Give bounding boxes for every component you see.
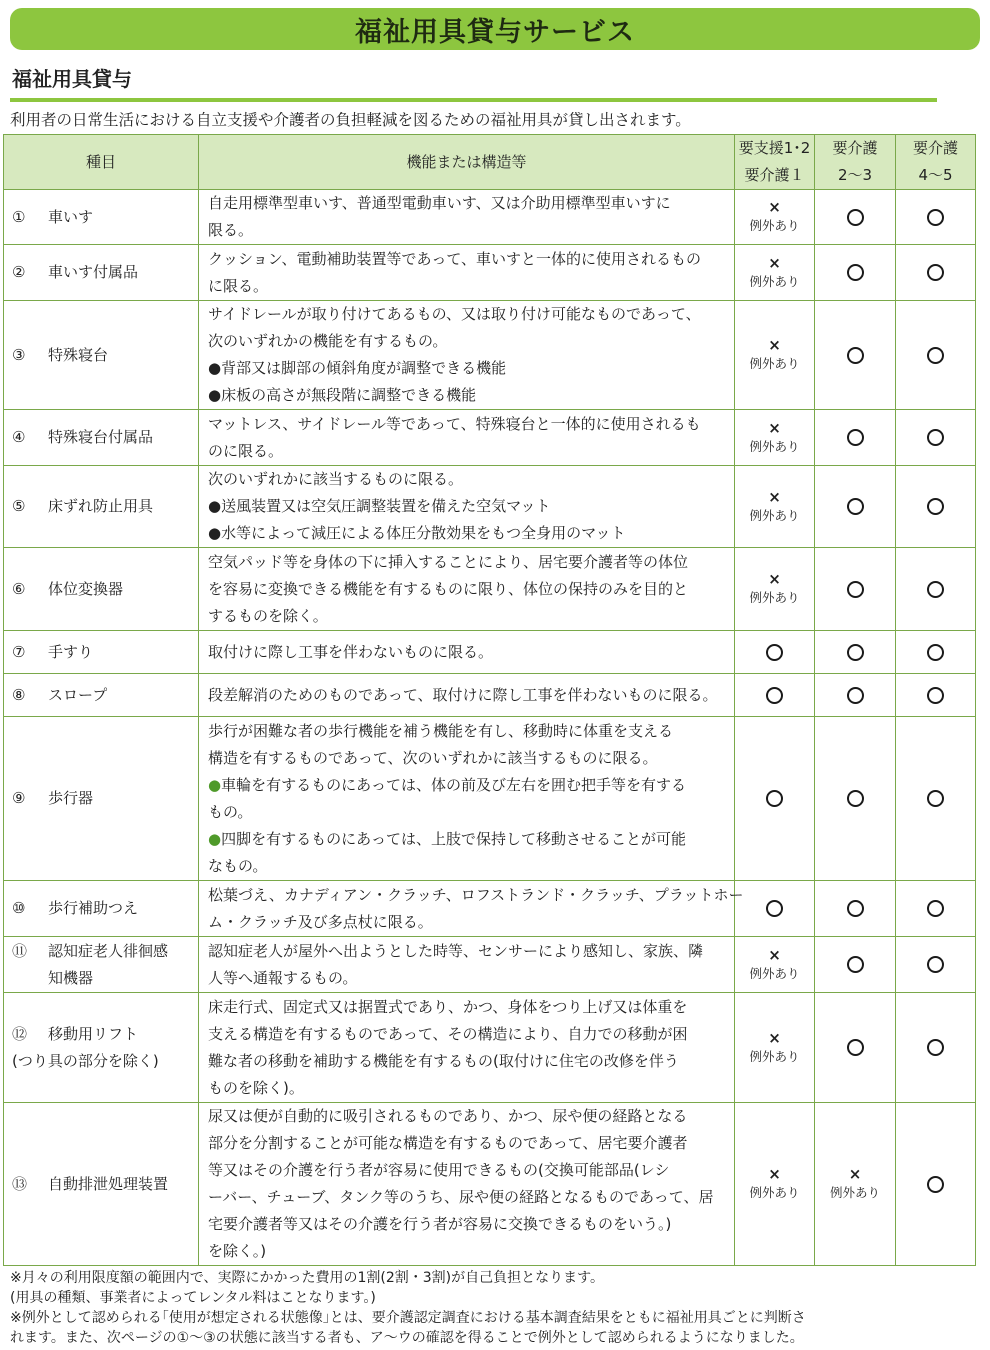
item-description-cell: [199, 301, 735, 410]
mark-cell-level-support: [735, 1103, 815, 1266]
description-line: ーバー、チューブ、タンク等のうち、尿や便の経路となるものであって、居: [208, 1188, 714, 1206]
available-circle-icon: [847, 956, 864, 973]
item-description-cell: [199, 410, 735, 466]
item-number: ⑧: [12, 685, 26, 704]
item-number: ⑬: [12, 1174, 28, 1193]
bullet-icon: ●: [208, 775, 222, 794]
not-available-cross-icon: ×: [768, 1028, 781, 1047]
available-circle-icon: [927, 347, 944, 364]
item-description-cell: [199, 717, 735, 881]
item-number: ①: [12, 207, 26, 226]
item-name-continued: (つり具の部分を除く): [12, 1051, 159, 1070]
mark-cell-level-care-2-3: [815, 190, 896, 245]
table-row: [4, 631, 976, 674]
item-name: 認知症老人徘徊感: [48, 941, 169, 960]
available-circle-icon: [927, 956, 944, 973]
table-row: [4, 410, 976, 466]
item-description-cell: [199, 993, 735, 1103]
not-available-cross-icon: ×: [768, 198, 781, 216]
mark-cell-level-care-4-5: [896, 674, 976, 717]
mark-cell-level-care-4-5: [896, 301, 976, 410]
mark-cell-level-support: [735, 410, 815, 466]
available-circle-icon: [847, 347, 864, 364]
item-description-cell: [199, 881, 744, 937]
table-row: [4, 881, 976, 937]
mark-cell-level-support: [735, 631, 815, 674]
description-line: 部分を分割することが可能な構造を有するものであって、居宅要介護者: [208, 1134, 688, 1152]
available-circle-icon: [847, 209, 864, 226]
mark-cell-level-care-4-5: [896, 1103, 976, 1266]
available-circle-icon: [927, 1039, 944, 1056]
mark-cell-level-care-2-3: [815, 631, 896, 674]
description-text: 四脚を有するものにあっては、上肢で保持して移動させることが可能: [221, 829, 686, 848]
table-row: [4, 993, 976, 1103]
header-function: 機能または構造等: [199, 135, 735, 190]
mark-cell-level-care-4-5: [896, 190, 976, 245]
mark-cell-level-support: [735, 937, 815, 993]
available-circle-icon: [927, 900, 944, 917]
header-level-support-line1: 要支援1･2: [738, 139, 811, 157]
mark-cell-level-care-2-3: [815, 993, 896, 1103]
available-circle-icon: [927, 209, 944, 226]
mark-cell-level-care-4-5: [896, 631, 976, 674]
item-name-cell: [4, 717, 199, 881]
description-line: 自走用標準型車いす、普通型電動車いす、又は介助用標準型車いすに: [208, 194, 671, 212]
header-level-care-4-5-line1: 要介護: [912, 139, 958, 157]
description-line: なもの。: [208, 856, 268, 875]
item-number: ⑥: [12, 579, 26, 598]
not-available-cross-icon: ×: [768, 253, 781, 272]
item-number: ⑦: [12, 642, 26, 661]
mark-cell-level-support: [735, 674, 815, 717]
item-name: 手すり: [48, 642, 94, 661]
item-description-cell: [199, 190, 735, 245]
mark-cell-level-care-2-3: [815, 245, 896, 301]
available-circle-icon: [847, 264, 864, 281]
description-line: のに限る。: [208, 441, 284, 460]
exception-label: 例外あり: [749, 438, 800, 454]
description-line: 宅要介護者等又はその介護を行う者が容易に交換できるものをいう。): [208, 1215, 672, 1233]
table-body: [4, 190, 976, 1266]
footnote-line: れます。また、次ページの①〜③の状態に該当する者も、ア〜ウの確認を得ることで例外として認められるようになりました。: [10, 1330, 804, 1346]
available-circle-icon: [847, 644, 864, 661]
bullet-icon: ●: [208, 829, 222, 848]
not-available-cross-icon: ×: [768, 418, 781, 437]
header-level-care-4-5: [896, 135, 976, 190]
available-circle-icon: [927, 264, 944, 281]
available-circle-icon: [766, 644, 783, 661]
not-available-cross-icon: ×: [848, 1165, 862, 1183]
item-name: 特殊寝台: [48, 345, 109, 364]
item-name-cell: [4, 674, 199, 717]
description-line: サイドレールが取り付けてあるもの、又は取り付け可能なものであって、: [208, 305, 701, 323]
item-name: 体位変換器: [48, 579, 124, 598]
table-row: [4, 466, 976, 548]
description-line: 認知症老人が屋外へ出ようとした時等、センサーにより感知し、家族、隣: [208, 941, 704, 960]
description-line: [208, 826, 728, 853]
description-line: ●送風装置又は空気圧調整装置を備えた空気マット: [208, 497, 551, 515]
item-description-cell: [199, 548, 735, 631]
item-description-cell: [199, 631, 735, 674]
description-line: もの。: [208, 802, 253, 821]
item-name: スロープ: [48, 685, 108, 704]
table-row: [4, 1103, 976, 1266]
item-name-cell: [4, 466, 199, 548]
description-line: [208, 772, 728, 799]
description-line: 人等へ通報するもの。: [208, 968, 358, 987]
item-name-cell: [4, 631, 199, 674]
available-circle-icon: [927, 581, 944, 598]
item-name-cell: [4, 1103, 199, 1266]
description-line: 構造を有するものであって、次のいずれかに該当するものに限る。: [208, 748, 658, 767]
intro-text: 利用者の日常生活における自立支援や介護者の負担軽減を図るための福祉用具が貸し出されます。: [10, 111, 691, 129]
mark-cell-level-care-2-3: [815, 301, 896, 410]
description-line: クッション、電動補助装置等であって、車いすと一体的に使用されるもの: [208, 249, 702, 268]
header-level-support: [735, 135, 815, 190]
item-description-cell: [199, 466, 735, 548]
item-number: ⑩: [12, 899, 26, 917]
description-line: を容易に変換できる機能を有するものに限り、体位の保持のみを目的と: [208, 579, 689, 598]
mark-cell-level-support: [735, 466, 815, 548]
description-line: 限る。: [208, 221, 254, 239]
mark-cell-level-care-2-3: [815, 466, 896, 548]
item-name-cell: [4, 190, 199, 245]
item-number: ⑪: [12, 941, 28, 960]
description-line: 段差解消のためのものであって、取付けに際し工事を伴わないものに限る。: [208, 685, 718, 704]
mark-cell-level-support: [735, 717, 815, 881]
available-circle-icon: [927, 1176, 944, 1193]
footnote-line: ※月々の利用限度額の範囲内で、実際にかかった費用の1割(2割・3割)が自己負担となります。: [10, 1270, 604, 1286]
item-name-cell: [4, 301, 199, 410]
available-circle-icon: [766, 900, 783, 917]
item-description-cell: [199, 937, 735, 993]
mark-cell-level-care-4-5: [896, 937, 976, 993]
exception-label: 例外あり: [749, 1048, 800, 1064]
available-circle-icon: [927, 644, 944, 661]
item-name-cell: [4, 937, 199, 993]
available-circle-icon: [927, 687, 944, 704]
description-line: 空気パッド等を身体の下に挿入することにより、居宅要介護者等の体位: [208, 552, 689, 571]
description-text: 車輪を有するものにあっては、体の前及び左右を囲む把手等を有する: [221, 775, 686, 794]
description-line: ●水等によって減圧による体圧分散効果をもつ全身用のマット: [208, 524, 626, 542]
available-circle-icon: [927, 498, 944, 515]
item-name: 車いす付属品: [48, 263, 139, 281]
description-line: 松葉づえ、カナディアン・クラッチ、ロフストランド・クラッチ、プラットホー: [208, 885, 744, 904]
section-divider: [10, 98, 937, 102]
mark-cell-level-care-2-3: [815, 410, 896, 466]
item-name: 車いす: [48, 207, 94, 226]
mark-cell-level-care-4-5: [896, 410, 976, 466]
available-circle-icon: [847, 498, 864, 515]
mark-cell-level-care-4-5: [896, 717, 976, 881]
item-number: ④: [12, 428, 26, 446]
item-name: 歩行器: [48, 789, 94, 807]
exception-label: 例外あり: [749, 273, 800, 289]
item-name-continued: 知機器: [48, 968, 94, 987]
mark-cell-level-care-4-5: [896, 466, 976, 548]
mark-cell-level-support: [735, 993, 815, 1103]
mark-cell-level-support: [735, 245, 815, 301]
mark-cell-level-support: [735, 881, 815, 937]
exception-label: 例外あり: [749, 218, 800, 233]
description-line: に限る。: [208, 276, 269, 295]
table-row: [4, 301, 976, 410]
mark-cell-level-care-4-5: [896, 245, 976, 301]
table-row: [4, 190, 976, 245]
header-level-care-2-3: [815, 135, 896, 190]
header-item: 種目: [4, 135, 199, 190]
mark-cell-level-care-2-3: [815, 1103, 896, 1266]
table-row: [4, 674, 976, 717]
available-circle-icon: [847, 581, 864, 598]
mark-cell-level-support: [735, 190, 815, 245]
banner-title: 福祉用具貸与サービス: [355, 16, 635, 48]
section-title: 福祉用具貸与: [12, 67, 132, 91]
not-available-cross-icon: ×: [768, 570, 781, 588]
available-circle-icon: [847, 1039, 864, 1056]
item-name: 自動排泄処理装置: [48, 1174, 169, 1193]
exception-label: 例外あり: [749, 965, 800, 981]
description-line: ●床板の高さが無段階に調整できる機能: [208, 386, 477, 404]
footnote-line: (用具の種類、事業者によってレンタル料はことなります。): [10, 1290, 376, 1306]
available-circle-icon: [847, 900, 864, 917]
description-line: 次のいずれかの機能を有するもの。: [208, 332, 448, 350]
header-level-support-line2: 要介護１: [744, 166, 805, 184]
item-number: ③: [12, 345, 26, 364]
exception-label: 例外あり: [749, 507, 800, 523]
item-number: ⑤: [12, 497, 26, 515]
item-number: ⑨: [12, 789, 26, 807]
not-available-cross-icon: ×: [768, 487, 781, 506]
item-name-cell: [4, 548, 199, 631]
exception-label: 例外あり: [829, 1185, 880, 1200]
available-circle-icon: [927, 790, 944, 807]
description-line: 支える構造を有するものであって、その構造により、自力での移動が困: [208, 1024, 688, 1043]
item-description-cell: [199, 245, 735, 301]
item-name: 歩行補助つえ: [48, 899, 139, 917]
description-line: するものを除く。: [208, 606, 328, 625]
mark-cell-level-support: [735, 301, 815, 410]
item-name-cell: [4, 410, 199, 466]
page-banner: [10, 8, 980, 50]
exception-label: 例外あり: [749, 1185, 800, 1200]
table-row: [4, 548, 976, 631]
description-line: 等又はその介護を行う者が容易に使用できるもの(交換可能部品(レシ: [208, 1161, 670, 1179]
mark-cell-level-care-4-5: [896, 993, 976, 1103]
item-name: 移動用リフト: [48, 1024, 139, 1043]
description-line: 次のいずれかに該当するものに限る。: [208, 470, 464, 488]
mark-cell-level-care-2-3: [815, 674, 896, 717]
item-description-cell: [199, 1103, 735, 1266]
description-line: を除く。): [208, 1242, 267, 1260]
item-name-cell: [4, 993, 199, 1103]
mark-cell-level-care-2-3: [815, 937, 896, 993]
table-row: [4, 717, 976, 881]
mark-cell-level-care-4-5: [896, 881, 976, 937]
not-available-cross-icon: ×: [768, 945, 781, 964]
not-available-cross-icon: ×: [768, 1165, 781, 1183]
footnotes: [10, 1268, 985, 1348]
header-level-care-2-3-line1: 要介護: [832, 139, 878, 157]
mark-cell-level-care-2-3: [815, 881, 896, 937]
available-circle-icon: [847, 687, 864, 704]
table-row: [4, 245, 976, 301]
description-line: マットレス、サイドレール等であって、特殊寝台と一体的に使用されるも: [208, 414, 701, 433]
description-line: ●背部又は脚部の傾斜角度が調整できる機能: [208, 359, 507, 377]
available-circle-icon: [847, 790, 864, 807]
available-circle-icon: [927, 429, 944, 446]
mark-cell-level-care-2-3: [815, 548, 896, 631]
exception-label: 例外あり: [749, 356, 800, 371]
rental-items-table: [3, 134, 976, 1266]
description-line: 難な者の移動を補助する機能を有するもの(取付けに住宅の改修を伴う: [208, 1051, 679, 1070]
mark-cell-level-care-2-3: [815, 717, 896, 881]
item-name-cell: [4, 245, 199, 301]
not-available-cross-icon: ×: [768, 336, 781, 354]
available-circle-icon: [766, 687, 783, 704]
description-line: 尿又は便が自動的に吸引されるものであり、かつ、尿や便の経路となる: [208, 1107, 688, 1125]
description-line: ム・クラッチ及び多点杖に限る。: [208, 912, 433, 931]
table-header-row: [4, 135, 976, 190]
description-line: 歩行が困難な者の歩行機能を補う機能を有し、移動時に体重を支える: [208, 721, 674, 740]
mark-cell-level-support: [735, 548, 815, 631]
description-line: ものを除く)。: [208, 1078, 304, 1097]
header-level-care-2-3-line2: 2〜3: [837, 166, 873, 184]
footnote-line: ※例外として認められる｢使用が想定される状態像｣とは、要介護認定調査における基本調査結果をともに福祉用具ごとに判断さ: [10, 1310, 806, 1326]
item-name: 特殊寝台付属品: [48, 428, 154, 446]
item-name: 床ずれ防止用具: [48, 497, 154, 515]
mark-cell-level-care-4-5: [896, 548, 976, 631]
item-number: ⑫: [12, 1024, 28, 1043]
item-number: ②: [12, 263, 26, 281]
available-circle-icon: [847, 429, 864, 446]
description-line: 取付けに際し工事を伴わないものに限る。: [208, 642, 494, 661]
item-description-cell: [199, 674, 735, 717]
table-row: [4, 937, 976, 993]
description-line: 床走行式、固定式又は据置式であり、かつ、身体をつり上げ又は体重を: [208, 997, 688, 1016]
exception-label: 例外あり: [749, 590, 800, 605]
item-name-cell: [4, 881, 199, 937]
available-circle-icon: [766, 790, 783, 807]
header-level-care-4-5-line2: 4〜5: [918, 166, 953, 184]
